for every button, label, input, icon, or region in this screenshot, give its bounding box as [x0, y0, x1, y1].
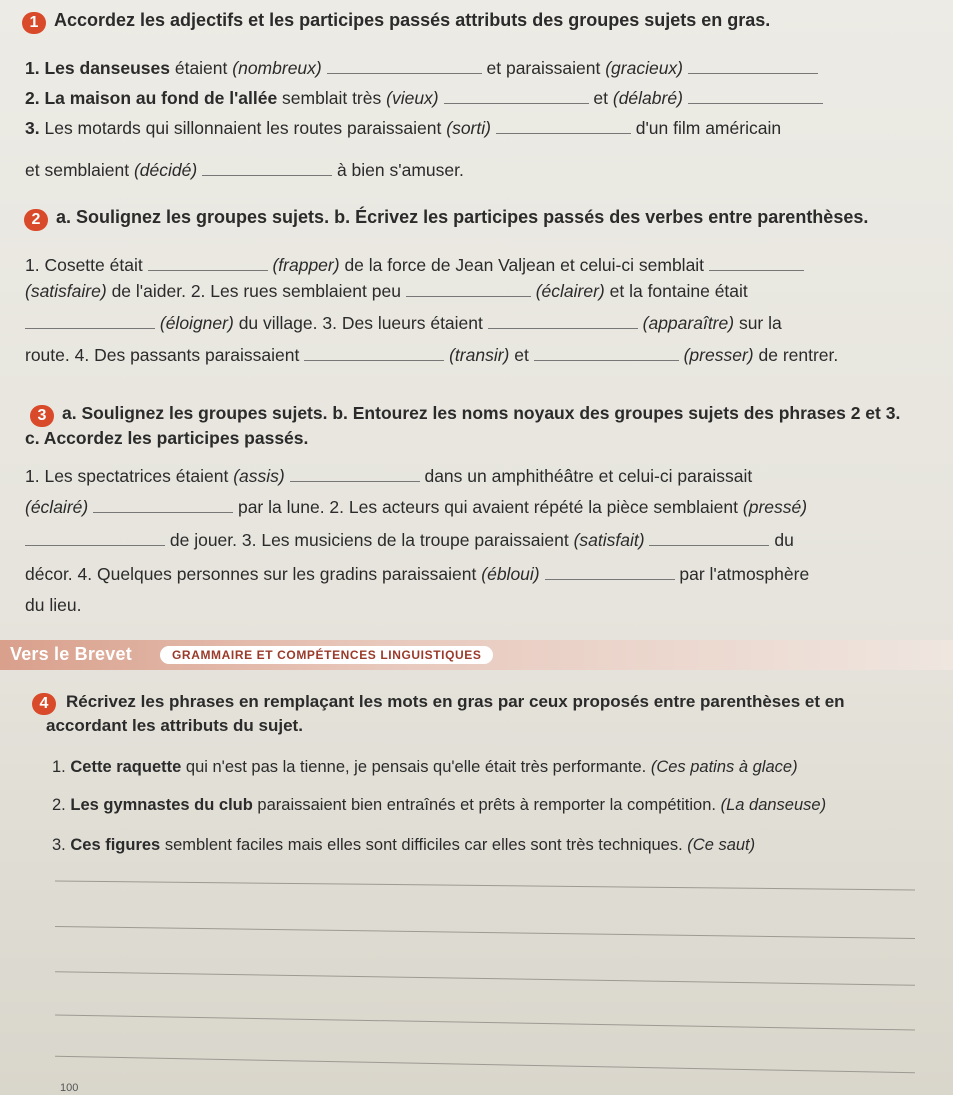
- brevet-title: Vers le Brevet: [10, 644, 132, 664]
- sentence-3-continued: et semblaient (décidé) à bien s'amuser.: [25, 160, 464, 180]
- writing-line[interactable]: [55, 1056, 915, 1074]
- writing-line[interactable]: [55, 971, 915, 986]
- writing-line[interactable]: [55, 926, 915, 939]
- brevet-tag: GRAMMAIRE ET COMPÉTENCES LINGUISTIQUES: [160, 646, 493, 664]
- brevet-section-header: [0, 640, 953, 670]
- answer-blank[interactable]: [649, 531, 769, 546]
- text-line-2: (éclairé) par la lune. 2. Les acteurs qui avaient répété la pièce semblaient (pressé): [25, 497, 808, 517]
- answer-blank[interactable]: [406, 282, 531, 297]
- answer-blank[interactable]: [304, 346, 444, 361]
- answer-blank[interactable]: [327, 59, 482, 74]
- subject-group: Les danseuses: [44, 58, 170, 78]
- exercise-instruction-continued: c. Accordez les participes passés.: [25, 428, 309, 448]
- writing-line[interactable]: [55, 1014, 915, 1030]
- text-line-4: route. 4. Des passants paraissaient (transir) et (presser) de rentrer.: [25, 345, 839, 365]
- text-line-5: du lieu.: [25, 595, 82, 615]
- exercise-number-badge: 4: [32, 693, 56, 715]
- page-number: 100: [60, 1082, 79, 1094]
- writing-line[interactable]: [55, 880, 915, 890]
- answer-blank[interactable]: [444, 89, 589, 104]
- answer-blank[interactable]: [148, 256, 268, 271]
- exercise-number-badge: 2: [24, 209, 48, 231]
- answer-blank[interactable]: [709, 256, 804, 271]
- answer-blank[interactable]: [290, 467, 420, 482]
- text-line-3: de jouer. 3. Les musiciens de la troupe paraissaient (satisfait) du: [25, 530, 794, 551]
- answer-blank[interactable]: [25, 531, 165, 546]
- answer-blank[interactable]: [496, 119, 631, 134]
- answer-blank[interactable]: [534, 346, 679, 361]
- answer-blank[interactable]: [688, 59, 818, 74]
- text-line-3: (éloigner) du village. 3. Des lueurs étaient (apparaître) sur la: [25, 313, 782, 334]
- exercise-instruction: a. Soulignez les groupes sujets. b. Écrivez les participes passés des verbes entre parenthèses.: [56, 207, 869, 227]
- answer-blank[interactable]: [93, 498, 233, 513]
- exercise-instruction: Récrivez les phrases en remplaçant les mots en gras par ceux proposés entre parenthèses et en: [66, 692, 845, 711]
- answer-blank[interactable]: [688, 89, 823, 104]
- answer-blank[interactable]: [202, 161, 332, 176]
- text-line-2: (satisfaire) de l'aider. 2. Les rues semblaient peu (éclairer) et la fontaine était: [25, 281, 748, 301]
- answer-blank[interactable]: [25, 314, 155, 329]
- exercise-number-badge: 3: [30, 405, 54, 427]
- sentence-2: 2. La maison au fond de l'allée semblait très (vieux) et (délabré): [25, 88, 823, 109]
- answer-blank[interactable]: [545, 565, 675, 580]
- exercise-number-badge: 1: [22, 12, 46, 34]
- sentence-2: 2. Les gymnastes du club paraissaient bien entraînés et prêts à remporter la compétition. (La danseuse): [52, 796, 827, 814]
- exercise-instruction: a. Soulignez les groupes sujets. b. Entourez les noms noyaux des groupes sujets des phrases 2 et 3.: [62, 403, 901, 423]
- sentence-1: 1. Cette raquette qui n'est pas la tienne, je pensais qu'elle était très performante. (Ces patins à glace): [52, 758, 798, 776]
- answer-blank[interactable]: [488, 314, 638, 329]
- text-line-1: 1. Cosette était (frapper) de la force de Jean Valjean et celui-ci semblait: [25, 255, 804, 276]
- exercise-instruction: Accordez les adjectifs et les participes passés attributs des groupes sujets en gras.: [54, 10, 771, 30]
- subject-group: La maison au fond de l'allée: [44, 88, 278, 108]
- sentence-1: 1. Les danseuses étaient (nombreux) et paraissaient (gracieux): [25, 58, 818, 79]
- sentence-3: 3. Ces figures semblent faciles mais elles sont difficiles car elles sont très techniques. (Ce saut): [52, 836, 756, 854]
- exercise-instruction-continued: accordant les attributs du sujet.: [46, 716, 303, 735]
- text-line-4: décor. 4. Quelques personnes sur les gradins paraissaient (ébloui) par l'atmosphère: [25, 564, 810, 584]
- sentence-3: 3. Les motards qui sillonnaient les routes paraissaient (sorti) d'un film américain: [25, 118, 782, 138]
- text-line-1: 1. Les spectatrices étaient (assis) dans un amphithéâtre et celui-ci paraissait: [25, 466, 753, 486]
